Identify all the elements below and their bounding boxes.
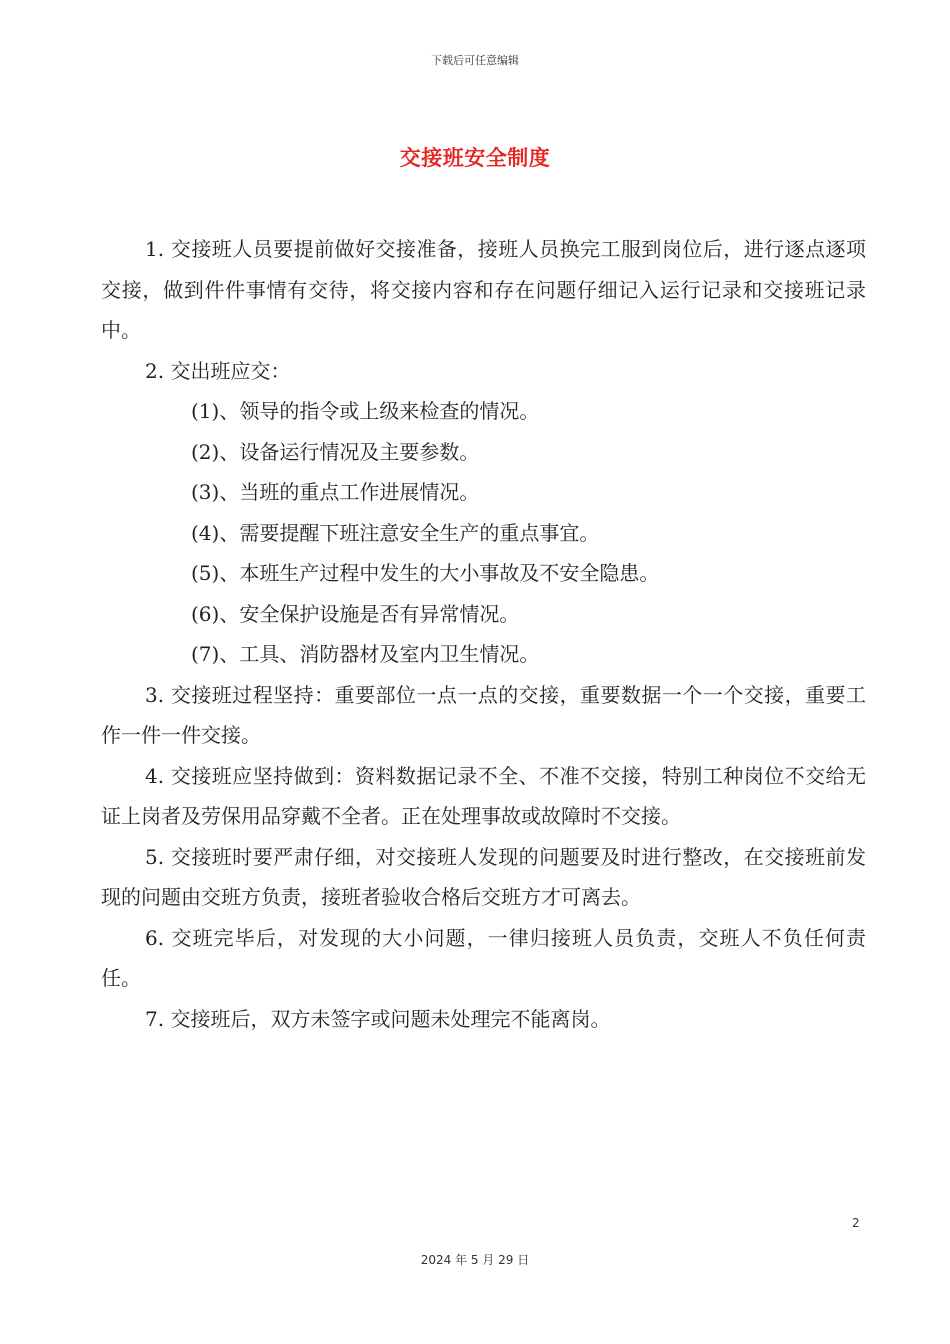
- paragraph-3: 3. 交接班过程坚持：重要部位一点一点的交接，重要数据一个一个交接，重要工作一件一件交接。: [101, 682, 866, 747]
- list-item: (1)、领导的指令或上级来检查的情况。: [191, 399, 540, 423]
- header-note: 下载后可任意编辑: [431, 54, 519, 67]
- paragraph-1: 1. 交接班人员要提前做好交接准备，接班人员换完工服到岗位后，进行逐点逐项交接，做到件件事情有交待，将交接内容和存在问题仔细记入运行记录和交接班记录中。: [101, 237, 866, 342]
- list-item: (4)、需要提醒下班注意安全生产的重点事宜。: [191, 520, 600, 545]
- paragraph-4: 4. 交接班应坚持做到：资料数据记录不全、不准不交接，特别工种岗位不交给无证上岗者及劳保用品穿戴不全者。正在处理事故或故障时不交接。: [101, 763, 866, 828]
- paragraph-6: 6. 交班完毕后，对发现的大小问题，一律归接班人员负责，交班人不负任何责任。: [101, 925, 866, 990]
- footer-date: 2024 年 5 月 29 日: [420, 1253, 530, 1267]
- list-item: (3)、当班的重点工作进展情况。: [191, 480, 480, 504]
- document-title: 交接班安全制度: [399, 146, 551, 170]
- list-item: (2)、设备运行情况及主要参数。: [191, 439, 480, 464]
- paragraph-2: 2. 交出班应交：: [145, 358, 291, 383]
- paragraph-7: 7. 交接班后，双方未签字或问题未处理完不能离岗。: [145, 1006, 611, 1031]
- page-number: 2: [852, 1216, 860, 1230]
- document-body: [101, 229, 866, 1039]
- paragraph-5: 5. 交接班时要严肃仔细，对交接班人发现的问题要及时进行整改，在交接班前发现的问题由交班方负责，接班者验收合格后交班方才可离去。: [101, 844, 866, 909]
- list-item: (6)、安全保护设施是否有异常情况。: [191, 601, 520, 626]
- list-item: (7)、工具、消防器材及室内卫生情况。: [191, 642, 540, 666]
- list-item: (5)、本班生产过程中发生的大小事故及不安全隐患。: [191, 561, 660, 585]
